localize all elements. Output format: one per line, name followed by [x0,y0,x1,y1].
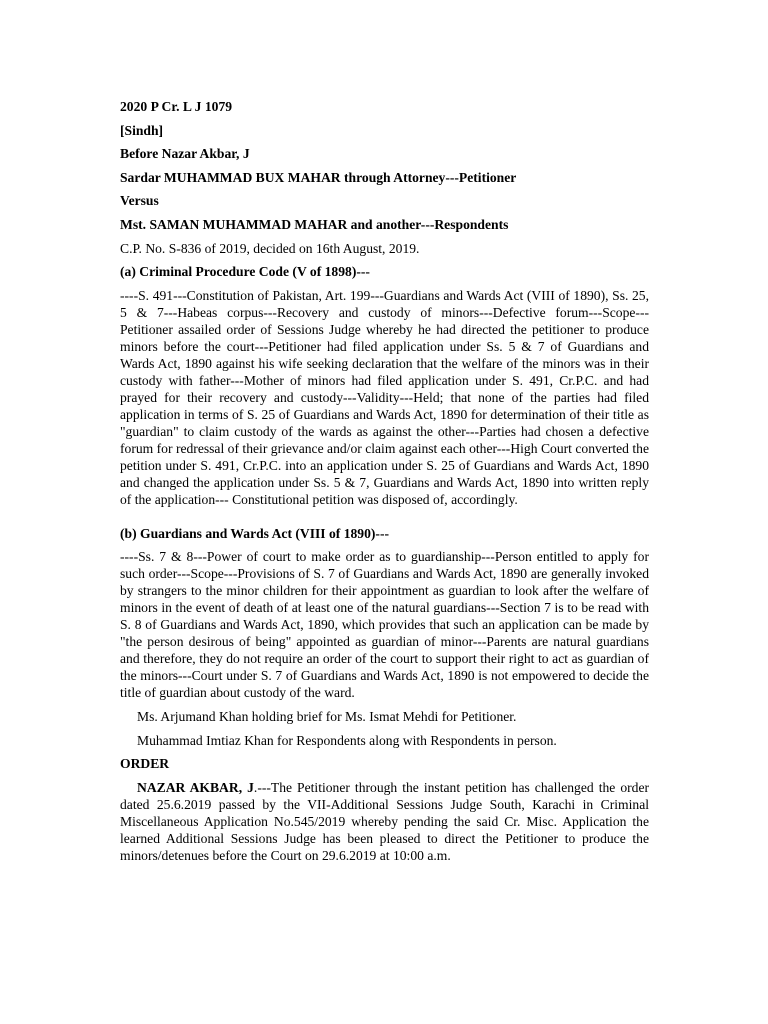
petitioner-line: Sardar MUHAMMAD BUX MAHAR through Attorney---Petitioner [120,169,517,185]
order-text: .---The Petitioner through the instant petition has challenged the order dated 25.6.2019 passed by the VII-Additional Sessions Judge South, Karachi in Criminal Miscellaneous Application No.545/2019 whereby pending the said Cr. Misc. Application the learned Additional Sessions Judge has been pleased to direct the Petitioner to produce the minors/detenues before the Court on 29.6.2019 at 10:00 a.m. [120,779,650,863]
order-heading: ORDER [120,756,170,772]
headnote-a-heading: (a) Criminal Procedure Code (V of 1898)--- [120,264,370,280]
order-judge-name: NAZAR AKBAR, J [137,779,254,795]
headnote-a-text: ----S. 491---Constitution of Pakistan, Art. 199---Guardians and Wards Act (VIII of 1890), Ss. 25, 5 & 7---Habeas corpus---Recovery and custody of minors---Defective forum---Scope---Petitioner assailed order of Sessions Judge whereby he had directed the petitioner to produce minors before the court---Petitioner had filed application under Ss. 5 & 7 of Guardians and Wards Act, 1890 against his wife seeking declaration that the welfare of the minors was in their custody with father---Mother of minors had filed application under S. 491, Cr.P.C. and had prayed for their recovery and custody---Validity---Held; that none of the parties had filed application in terms of S. 25 of Guardians and Wards Act, 1890 for determination of their title as "guardian" to claim custody of the wards as against the other---Parties had chosen a defective forum for redressal of their grievance and/or claim against each other---High Court converted the petition under S. 491, Cr.P.C. into an application under S. 25 of Guardians and Wards Act, 1890 and changed the application under Ss. 5 & 7, Guardians and Wards Act, 1890 into written reply of the application--- Constitutional petition was disposed of, accordingly. [120,287,649,507]
order-paragraph [120,779,649,864]
counsel-petitioner: Ms. Arjumand Khan holding brief for Ms. Ismat Mehdi for Petitioner. [137,708,517,724]
case-number: C.P. No. S-836 of 2019, decided on 16th August, 2019. [120,240,420,256]
court-name: [Sindh] [120,122,164,138]
bench: Before Nazar Akbar, J [120,146,250,162]
respondents-line: Mst. SAMAN MUHAMMAD MAHAR and another---Respondents [120,216,509,232]
judgment-content [120,98,649,864]
versus-line: Versus [120,193,159,209]
counsel-respondents: Muhammad Imtiaz Khan for Respondents along with Respondents in person. [137,732,557,748]
headnote-b-text: ----Ss. 7 & 8---Power of court to make order as to guardianship---Person entitled to apply for such order---Scope---Provisions of S. 7 of Guardians and Wards Act, 1890 are generally invoked by strangers to the minor children for their appointment as guardian to look after the welfare of minors in the event of death of at least one of the natural guardians---Section 7 is to be read with S. 8 of Guardians and Wards Act, 1890, which provides that such an application can be made by "the person desirous of being" appointed as guardian of minor---Parents are natural guardians and therefore, they do not require an order of the court to support their right to act as guardian of the minors---Court under S. 7 of Guardians and Wards Act, 1890 is not empowered to decide the title of guardian about custody of the ward. [120,549,649,701]
headnote-b-heading: (b) Guardians and Wards Act (VIII of 1890)--- [120,525,390,541]
spacer [120,508,649,525]
citation: 2020 P Cr. L J 1079 [120,99,233,114]
